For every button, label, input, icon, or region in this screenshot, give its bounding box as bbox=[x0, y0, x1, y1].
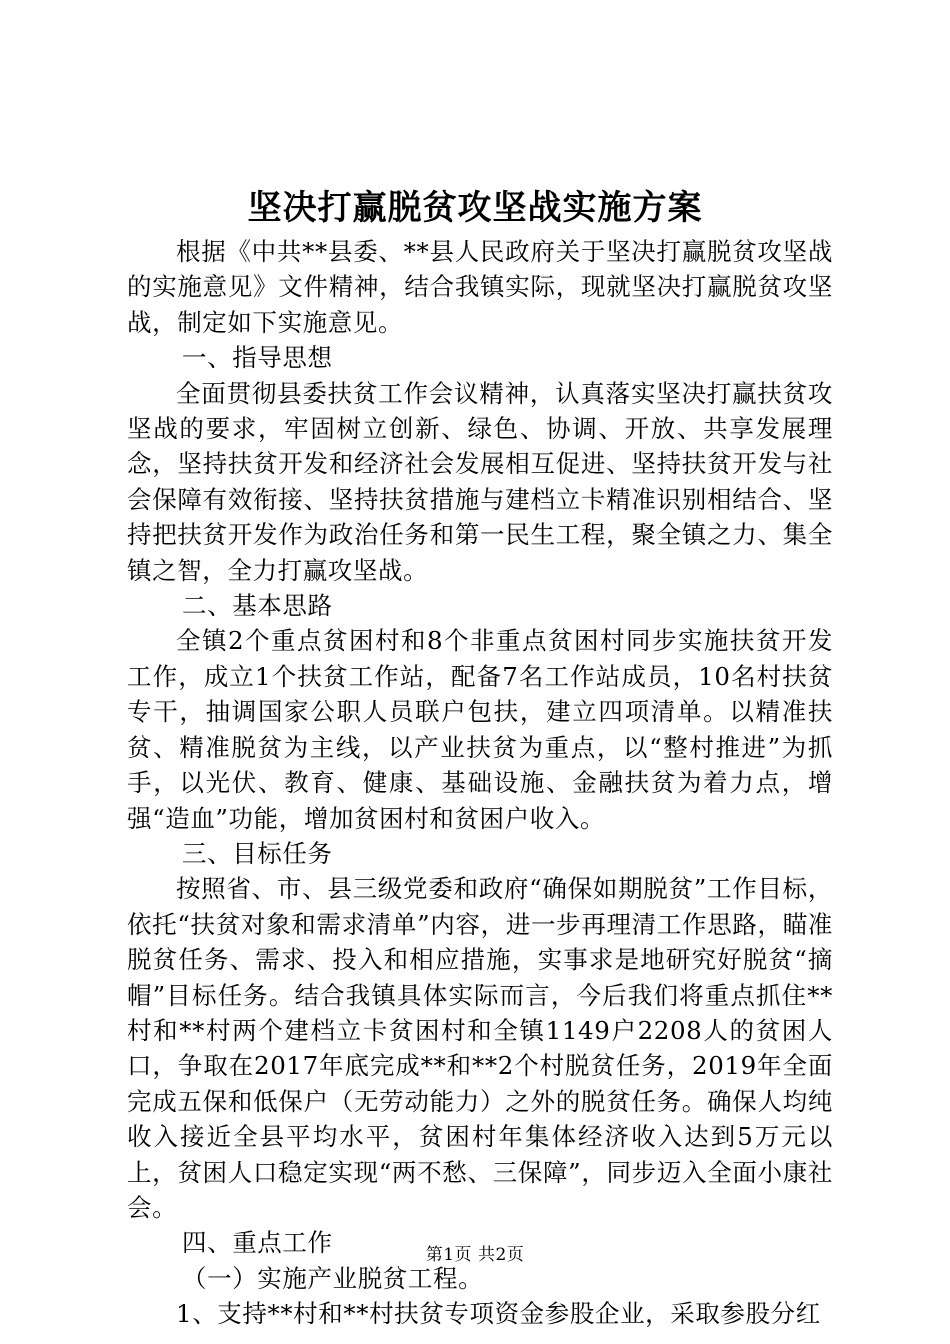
guiding-thought-paragraph: 全面贯彻县委扶贫工作会议精神，认真落实坚决打赢扶贫攻坚战的要求，牢固树立创新、绿色、协调、开放、共享发展理念，坚持扶贫开发和经济社会发展相互促进、坚持扶贫开发与社会保障有效衔接、坚持扶贫措施与建档立卡精准识别相结合、坚持把扶贫开发作为政治任务和第一民生工程，聚全镇之力、集全镇之智，全力打赢攻坚战。 bbox=[127, 378, 833, 585]
section-heading-basic-approach: 二、基本思路 bbox=[182, 591, 333, 621]
goals-paragraph: 按照省、市、县三级党委和政府“确保如期脱贫”工作目标，依托“扶贫对象和需求清单”内容，进一步再理清工作思路，瞄准脱贫任务、需求、投入和相应措施，实事求是地研究好脱贫“摘帽”目标任务。结合我镇具体实际而言，今后我们将重点抓住**村和**村两个建档立卡贫困村和全镇1149户2208人的贫困人口，争取在2017年底完成**和**2个村脱贫任务，2019年全面完成五保和低保户（无劳动能力）之外的脱贫任务。确保人均纯收入接近全县平均水平，贫困村年集体经济收入达到5万元以上，贫困人口稳定实现“两不愁、三保障”，同步迈入全面小康社会。 bbox=[127, 874, 833, 1222]
subsection-heading-industry: （一）实施产业脱贫工程。 bbox=[182, 1263, 484, 1293]
section-heading-goals: 三、目标任务 bbox=[182, 838, 333, 868]
basic-approach-paragraph: 全镇2个重点贫困村和8个非重点贫困村同步实施扶贫开发工作，成立1个扶贫工作站，配备7名工作站成员，10名村扶贫专干，抽调国家公职人员联户包扶，建立四项清单。以精准扶贫、精准脱贫为主线，以产业扶贫为重点，以“整村推进”为抓手，以光伏、教育、健康、基础设施、金融扶贫为着力点，增强“造血”功能，增加贫困村和贫困户收入。 bbox=[127, 626, 833, 833]
section-heading-guiding-thought: 一、指导思想 bbox=[182, 343, 333, 373]
section-heading-key-work: 四、重点工作 bbox=[182, 1228, 333, 1258]
key-work-item-paragraph: 1、支持**村和**村扶贫专项资金参股企业，采取参股分红 bbox=[176, 1299, 821, 1329]
intro-paragraph: 根据《中共**县委、**县人民政府关于坚决打赢脱贫攻坚战的实施意见》文件精神，结合我镇实际，现就坚决打赢脱贫攻坚战，制定如下实施意见。 bbox=[127, 237, 833, 337]
document-body bbox=[127, 234, 833, 1332]
document-title: 坚决打赢脱贫攻坚战实施方案 bbox=[247, 188, 703, 228]
page-footer: 第1页 共2页 bbox=[425, 1245, 525, 1265]
